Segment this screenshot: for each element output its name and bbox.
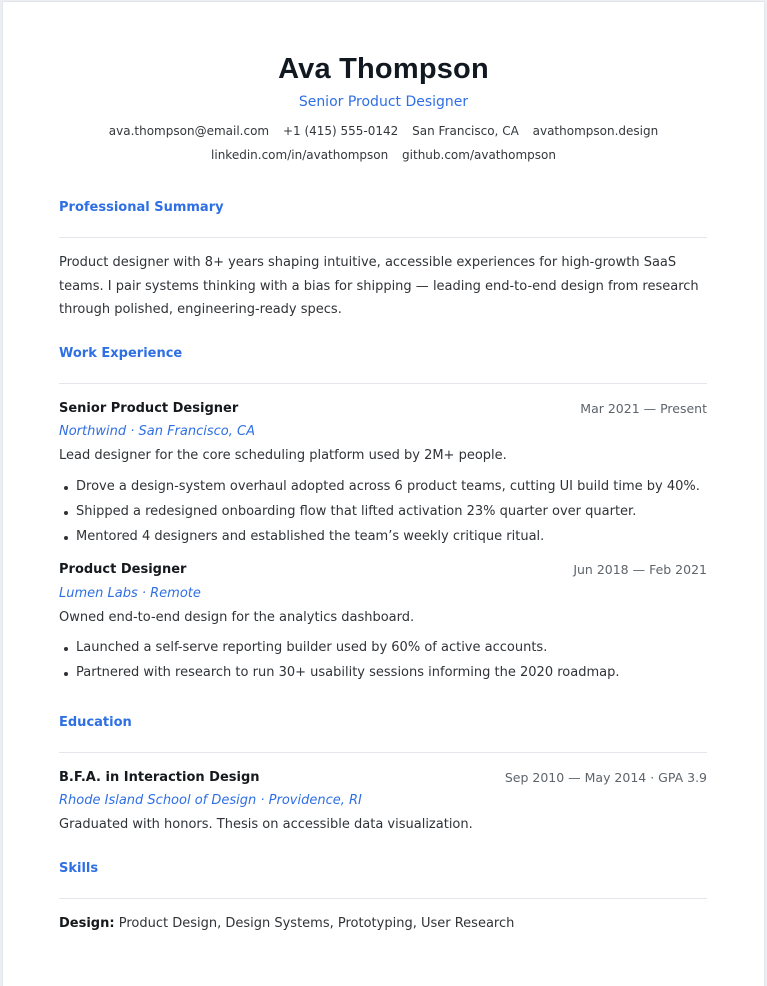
job-dates: Jun 2018 — Feb 2021 [573,562,707,577]
skills-row [59,915,514,933]
job-org: Northwind · San Francisco, CA [59,424,255,439]
section-divider [59,752,707,753]
contact-github[interactable]: github.com/avathompson [402,148,556,162]
list-item: Shipped a redesigned onboarding flow that lifted activation 23% quarter over quarter. [59,503,700,521]
job-org: Lumen Labs · Remote [59,586,201,601]
list-item: Partnered with research to run 30+ usability sessions informing the 2020 roadmap. [59,664,619,682]
contact-line-2 [3,146,764,164]
section-divider [59,237,707,238]
education-school: Rhode Island School of Design · Providence, RI [59,793,362,808]
skills-list: Product Design, Design Systems, Prototyping, User Research [118,916,515,931]
section-title-summary: Professional Summary [59,200,224,215]
candidate-headline: Senior Product Designer [298,94,469,110]
job-achievements [59,639,619,682]
section-title-education: Education [59,715,132,730]
candidate-name: Ava Thompson [278,53,489,85]
section-divider [59,898,707,899]
summary-text: Product designer with 8+ years shaping intuitive, accessible experiences for high-growth SaaS teams. I pair systems thinking with a bias for shipping — leading end-to-end design from research through polished, engineering-ready specs. [59,255,699,317]
list-item: Launched a self-serve reporting builder used by 60% of active accounts. [59,639,619,657]
job-dates: Mar 2021 — Present [580,401,707,416]
resume-page [3,2,764,986]
contact-email[interactable]: ava.thompson@email.com [108,124,270,138]
job-role: Senior Product Designer [59,401,239,416]
contact-website[interactable]: avathompson.design [532,124,659,138]
contact-line-1 [3,122,764,140]
list-item: Mentored 4 designers and established the team’s weekly critique ritual. [59,528,700,546]
job-description: Lead designer for the core scheduling platform used by 2M+ people. [59,448,507,463]
skills-category: Design: [59,916,115,931]
education-dates: Sep 2010 — May 2014 · GPA 3.9 [504,770,707,785]
job-role: Product Designer [59,562,187,577]
contact-location: San Francisco, CA [412,124,519,138]
section-title-experience: Work Experience [59,346,183,361]
section-title-skills: Skills [59,861,99,876]
job-achievements [59,478,700,546]
job-description: Owned end-to-end design for the analytics dashboard. [59,610,415,625]
list-item: Drove a design-system overhaul adopted across 6 product teams, cutting UI build time by 40%. [59,478,700,496]
education-degree: B.F.A. in Interaction Design [59,770,260,785]
section-divider [59,383,707,384]
contact-phone[interactable]: +1 (415) 555-0142 [282,124,399,138]
contact-linkedin[interactable]: linkedin.com/in/avathompson [211,148,389,162]
education-description: Graduated with honors. Thesis on accessible data visualization. [59,817,473,832]
